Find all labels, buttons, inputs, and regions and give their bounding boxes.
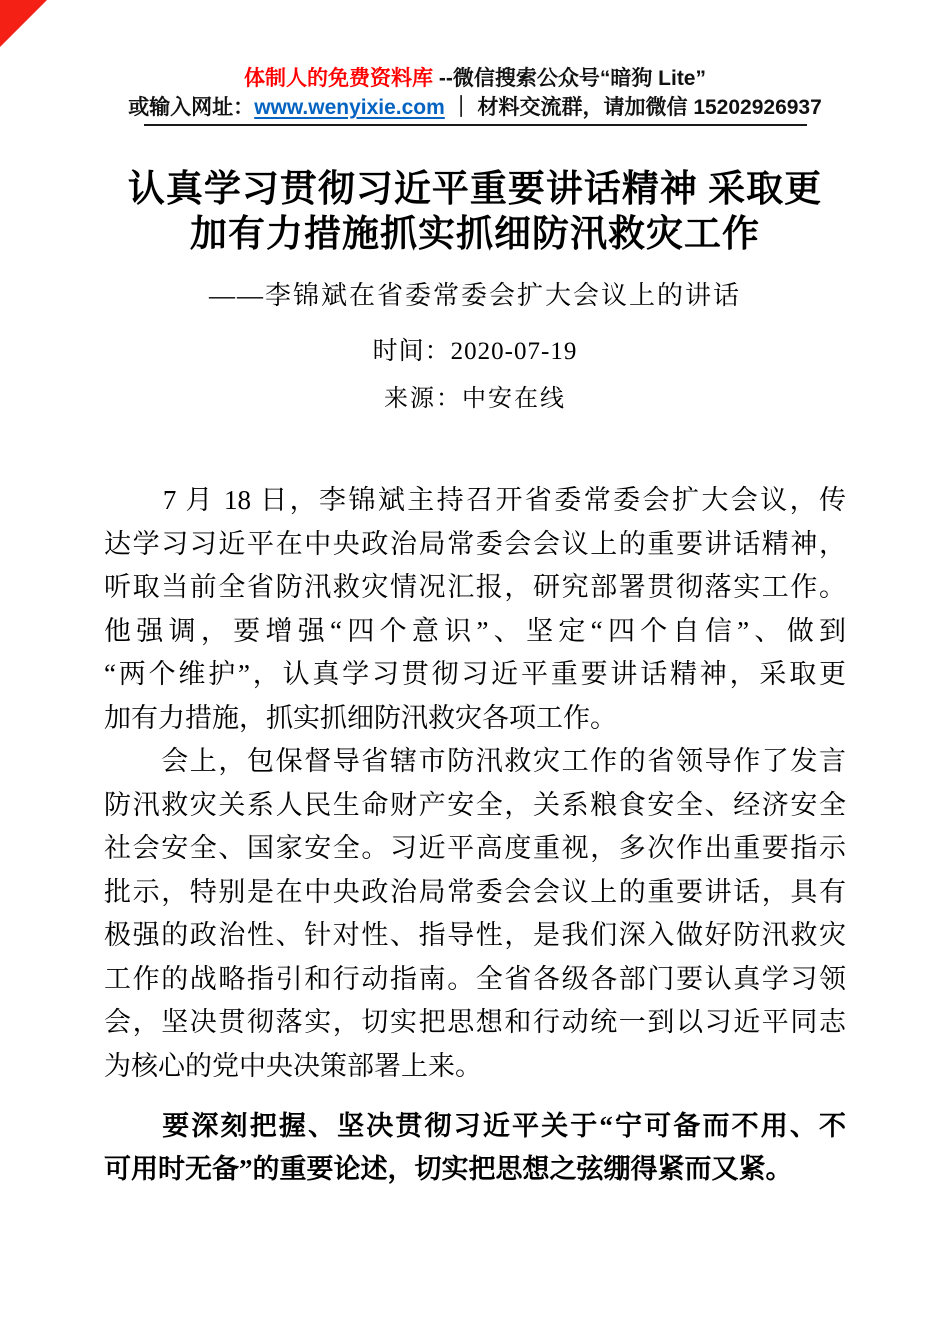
brand-tagline: --微信搜索公众号“暗狗 Lite” bbox=[433, 67, 706, 90]
body-line: 极强的政治性、针对性、指导性，是我们深入做好防汛救灾 bbox=[104, 920, 846, 950]
body-line: 为核心的党中央决策部署上来。 bbox=[104, 1050, 482, 1081]
article-subtitle: ——李锦斌在省委常委会扩大会议上的讲话 bbox=[208, 281, 741, 310]
body-line: 会上，包保督导省辖市防汛救灾工作的省领导作了发言 bbox=[104, 746, 846, 776]
body-line: 防汛救灾关系人民生命财产安全，关系粮食安全、经济安全 bbox=[104, 789, 846, 820]
body-line: 达学习习近平在中央政治局常委会会议上的重要讲话精神， bbox=[104, 528, 846, 559]
website-link[interactable]: www.wenyixie.com bbox=[254, 96, 445, 119]
body-line: 7 月 18 日，李锦斌主持召开省委常委会扩大会议，传 bbox=[104, 485, 846, 515]
meta-time: 时间：2020-07-19 bbox=[372, 338, 578, 365]
body-line: 要深刻把握、坚决贯彻习近平关于“宁可备而不用、不 bbox=[104, 1110, 846, 1141]
body-line: “两个维护”，认真学习贯彻习近平重要讲话精神，采取更 bbox=[104, 659, 846, 689]
body-line: 加有力措施，抓实抓细防汛救灾各项工作。 bbox=[104, 702, 617, 733]
body-line: 社会安全、国家安全。习近平高度重视，多次作出重要指示 bbox=[104, 833, 846, 863]
body-line: 会，坚决贯彻落实，切实把思想和行动统一到以习近平同志 bbox=[104, 1007, 846, 1037]
contact-info: ｜ 材料交流群，请加微信 15202926937 bbox=[444, 96, 822, 119]
article-title-line-1: 认真学习贯彻习近平重要讲话精神 采取更 bbox=[127, 169, 823, 210]
meta-source: 来源：中安在线 bbox=[384, 386, 566, 412]
site-header-line-2 bbox=[0, 95, 950, 121]
header-divider-rule bbox=[144, 124, 807, 126]
website-label: 或输入网址： bbox=[128, 96, 255, 119]
body-line: 听取当前全省防汛救灾情况汇报，研究部署贯彻落实工作。 bbox=[104, 572, 846, 602]
paragraph-2 bbox=[104, 740, 846, 1088]
body-line: 他强调，要增强“四个意识”、坚定“四个自信”、做到 bbox=[104, 615, 846, 646]
article-body bbox=[104, 479, 846, 1192]
corner-fold-marker bbox=[0, 0, 47, 47]
article-title-line-2: 加有力措施抓实抓细防汛救灾工作 bbox=[190, 214, 760, 255]
body-line: 工作的战略指引和行动指南。全省各级各部门要认真学习领 bbox=[104, 963, 846, 994]
site-header-line-1 bbox=[0, 66, 950, 92]
paragraph-3-emphasis bbox=[104, 1105, 846, 1192]
paragraph-1 bbox=[104, 479, 846, 740]
brand-name: 体制人的免费资料库 bbox=[244, 67, 433, 90]
body-line: 批示，特别是在中央政治局常委会会议上的重要讲话，具有 bbox=[104, 876, 846, 907]
body-line: 可用时无备”的重要论述，切实把思想之弦绷得紧而又紧。 bbox=[104, 1154, 793, 1184]
